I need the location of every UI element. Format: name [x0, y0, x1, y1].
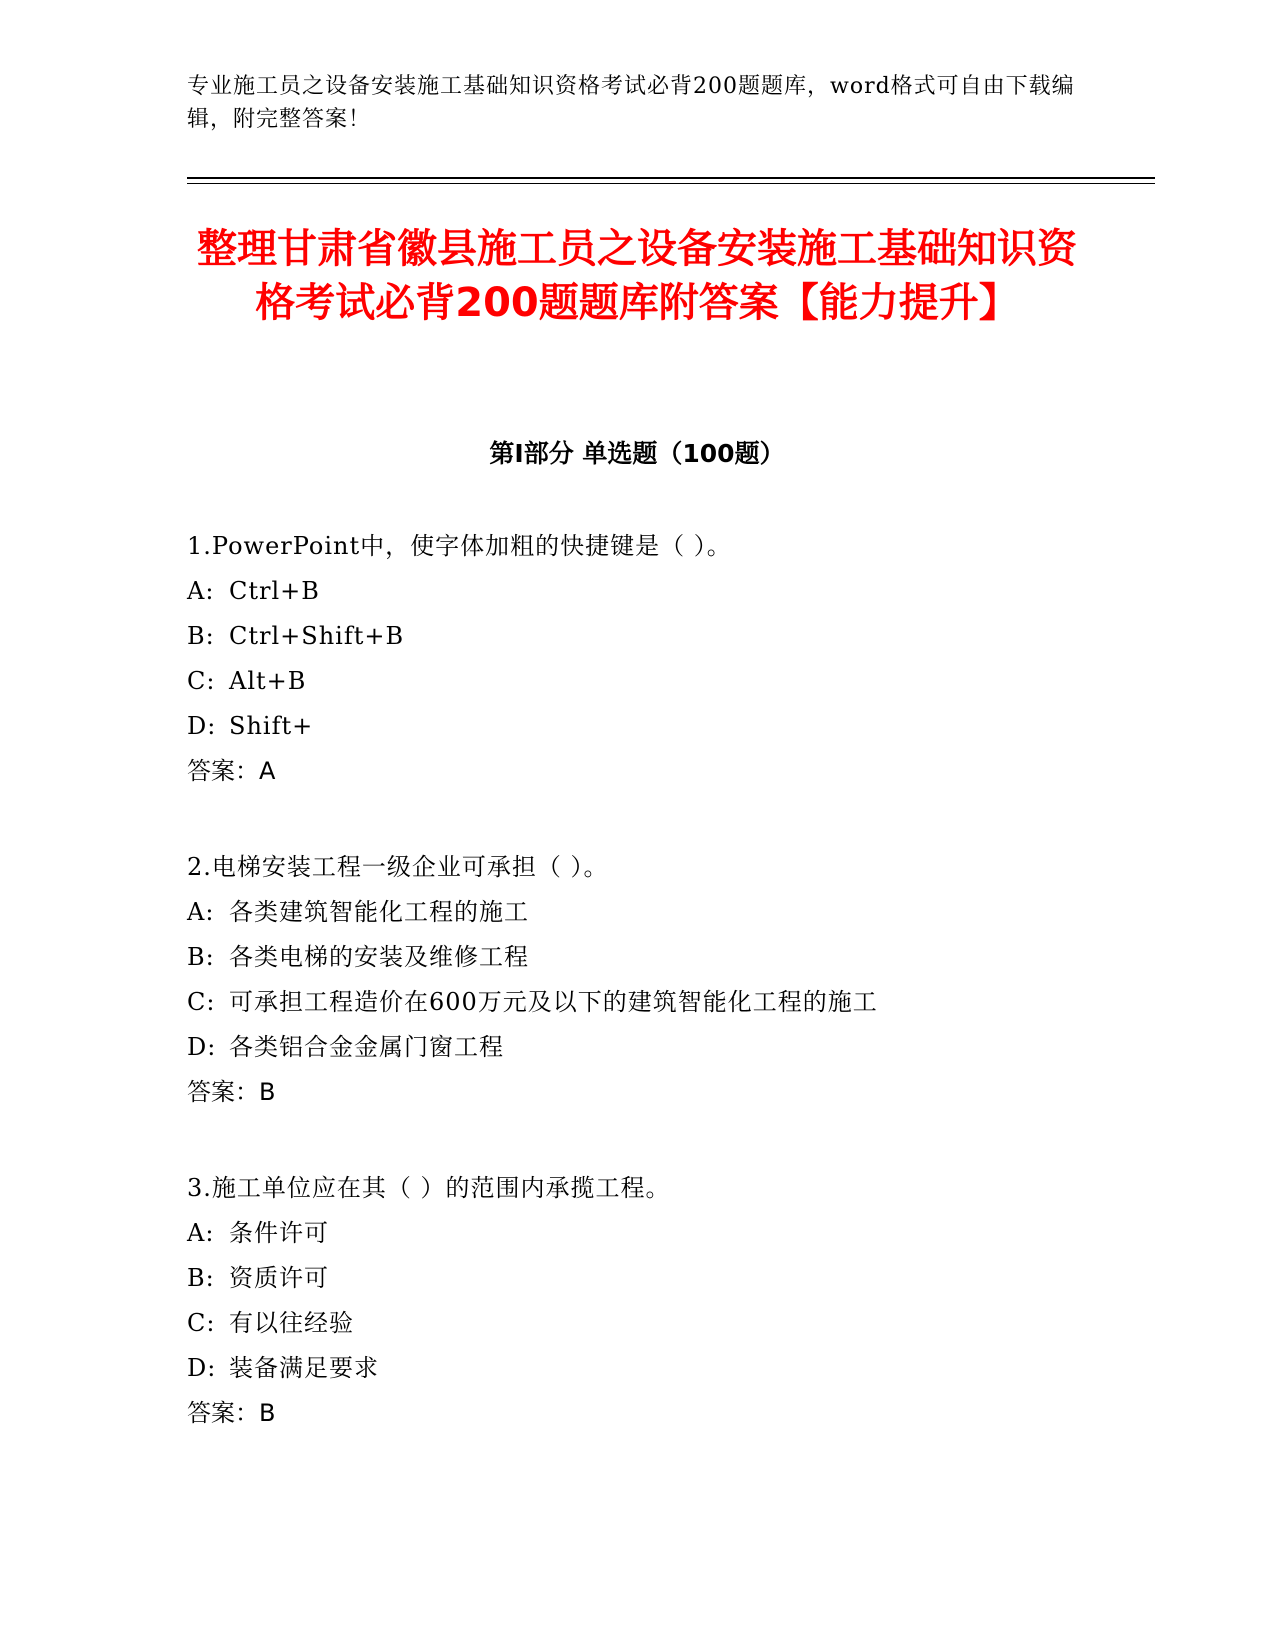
option-text: 可承担工程造价在600万元及以下的建筑智能化工程的施工 — [229, 988, 878, 1016]
option-a — [187, 1211, 1137, 1256]
option-letter: D: — [187, 1033, 217, 1061]
section-title: 第Ⅰ部分 单选题（100题） — [489, 439, 785, 468]
option-text: 装备满足要求 — [229, 1354, 379, 1382]
option-b — [187, 1256, 1137, 1301]
option-letter: A: — [187, 1219, 215, 1247]
option-text: 资质许可 — [229, 1264, 329, 1292]
option-text: 各类建筑智能化工程的施工 — [229, 898, 529, 926]
option-d — [187, 1025, 1137, 1070]
question-stem: 2.电梯安装工程一级企业可承担（ ）。 — [187, 853, 609, 881]
option-text: 各类铝合金金属门窗工程 — [229, 1033, 504, 1061]
header-note: 专业施工员之设备安装施工基础知识资格考试必背200题题库，word格式可自由下载编辑，附完整答案！ — [187, 74, 1075, 132]
question-1 — [187, 524, 1137, 794]
option-a — [187, 890, 1137, 935]
option-text: Ctrl+Shift+B — [229, 622, 405, 650]
option-d — [187, 1346, 1137, 1391]
document-title: 整理甘肃省徽县施工员之设备安装施工基础知识资格考试必背200题题库附答案【能力提升】 — [197, 226, 1077, 326]
header-divider-thin — [187, 183, 1155, 184]
header-divider-thick — [187, 177, 1155, 179]
option-letter: C: — [187, 1309, 216, 1337]
question-stem: 1.PowerPoint中，使字体加粗的快捷键是（ ）。 — [187, 532, 732, 560]
option-text: 有以往经验 — [229, 1309, 354, 1337]
option-c — [187, 659, 1137, 704]
option-a — [187, 569, 1137, 614]
option-letter: D: — [187, 712, 217, 740]
answer-value: A — [259, 757, 276, 785]
option-d — [187, 704, 1137, 749]
option-letter: B: — [187, 943, 215, 971]
option-letter: C: — [187, 988, 216, 1016]
option-b — [187, 614, 1137, 659]
answer-value: B — [259, 1078, 276, 1106]
option-letter: C: — [187, 667, 216, 695]
option-c — [187, 980, 1137, 1025]
option-letter: D: — [187, 1354, 217, 1382]
option-text: 各类电梯的安装及维修工程 — [229, 943, 529, 971]
answer-label: 答案： — [187, 1078, 259, 1106]
question-list — [187, 524, 1137, 1487]
question-3 — [187, 1166, 1137, 1436]
option-letter: B: — [187, 1264, 215, 1292]
option-text: 条件许可 — [229, 1219, 329, 1247]
option-b — [187, 935, 1137, 980]
option-text: Shift+ — [229, 712, 314, 740]
option-text: Alt+B — [229, 667, 307, 695]
option-letter: B: — [187, 622, 215, 650]
answer — [187, 1391, 1137, 1436]
question-2 — [187, 845, 1137, 1115]
answer-label: 答案： — [187, 757, 259, 785]
answer-value: B — [259, 1399, 276, 1427]
option-text: Ctrl+B — [229, 577, 320, 605]
option-c — [187, 1301, 1137, 1346]
question-stem: 3.施工单位应在其（ ）的范围内承揽工程。 — [187, 1174, 671, 1202]
answer-label: 答案： — [187, 1399, 259, 1427]
option-letter: A: — [187, 577, 215, 605]
answer — [187, 1070, 1137, 1115]
answer — [187, 749, 1137, 794]
option-letter: A: — [187, 898, 215, 926]
